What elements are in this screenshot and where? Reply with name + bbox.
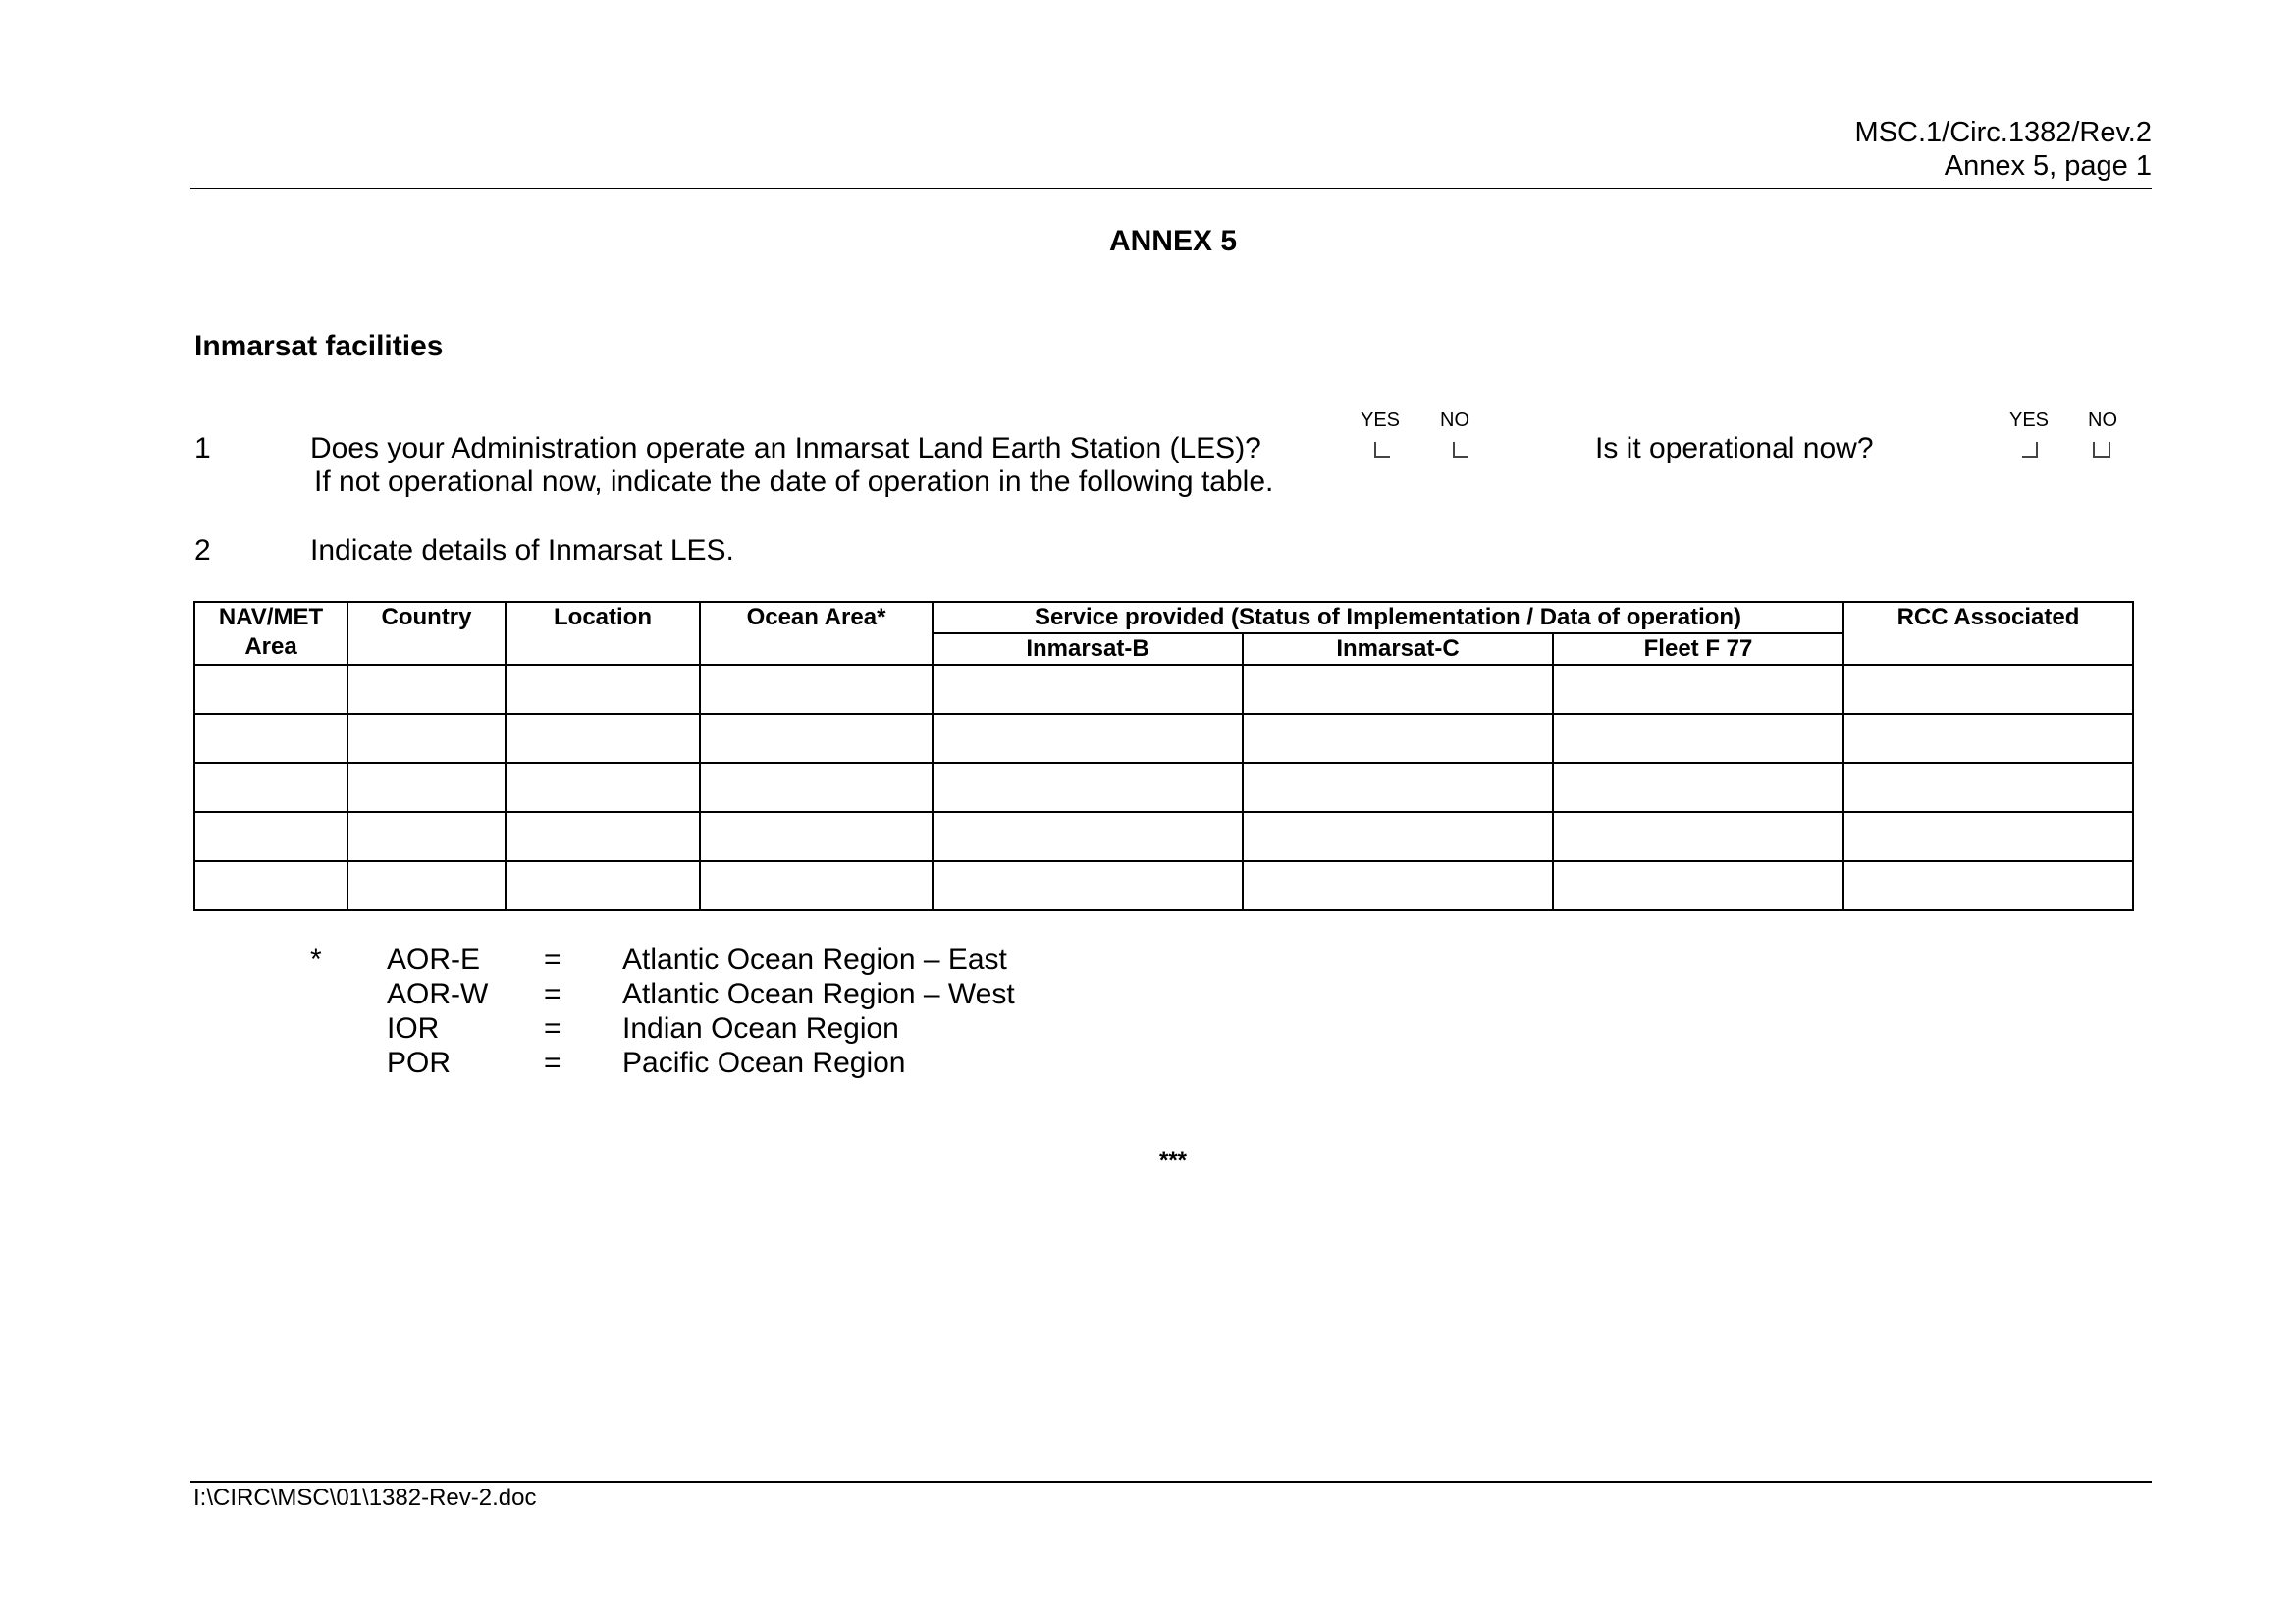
table-row — [194, 665, 2133, 714]
q1-no-checkbox[interactable] — [1453, 442, 1468, 458]
table-cell[interactable] — [1843, 665, 2133, 714]
legend-equals: = — [544, 944, 561, 976]
q1-no-label: NO — [1440, 409, 1469, 431]
table-cell[interactable] — [933, 763, 1243, 812]
header-rcc-associated: RCC Associated — [1843, 602, 2133, 665]
legend-meaning: Pacific Ocean Region — [622, 1047, 906, 1079]
table-row — [194, 861, 2133, 910]
table-cell[interactable] — [1553, 763, 1843, 812]
document-reference — [1855, 116, 2152, 183]
table-cell[interactable] — [194, 665, 347, 714]
table-cell[interactable] — [933, 665, 1243, 714]
legend-code: IOR — [387, 1012, 440, 1045]
header-location: Location — [506, 602, 700, 665]
section-heading: Inmarsat facilities — [194, 330, 444, 362]
doc-ref: MSC.1/Circ.1382/Rev.2 — [1854, 117, 2152, 148]
table-cell[interactable] — [1553, 861, 1843, 910]
table-cell[interactable] — [700, 763, 933, 812]
table-cell[interactable] — [933, 812, 1243, 861]
table-cell[interactable] — [1243, 665, 1553, 714]
table-cell[interactable] — [347, 714, 506, 763]
table-cell[interactable] — [1843, 714, 2133, 763]
legend-equals: = — [544, 1047, 561, 1079]
table-cell[interactable] — [1243, 714, 1553, 763]
table-cell[interactable] — [194, 763, 347, 812]
table-cell[interactable] — [700, 812, 933, 861]
table-cell[interactable] — [347, 861, 506, 910]
table-cell[interactable] — [347, 763, 506, 812]
header-country: Country — [347, 602, 506, 665]
table-cell[interactable] — [194, 714, 347, 763]
legend-meaning: Indian Ocean Region — [622, 1012, 899, 1045]
table-cell[interactable] — [1243, 763, 1553, 812]
q1-text: Does your Administration operate an Inmarsat Land Earth Station (LES)? — [310, 432, 1261, 464]
table-cell[interactable] — [700, 861, 933, 910]
les-details-table — [193, 601, 2134, 911]
table-cell[interactable] — [1243, 861, 1553, 910]
legend-code: AOR-E — [387, 944, 481, 976]
table-cell[interactable] — [1553, 665, 1843, 714]
table-body — [194, 665, 2133, 910]
table-cell[interactable] — [1553, 812, 1843, 861]
q1-text-line2: If not operational now, indicate the date of operation in the following table. — [314, 465, 1274, 498]
table-cell[interactable] — [506, 812, 700, 861]
legend-equals: = — [544, 1012, 561, 1045]
table-cell[interactable] — [933, 714, 1243, 763]
header-ocean-area: Ocean Area* — [700, 602, 933, 665]
legend-equals: = — [544, 978, 561, 1010]
table-cell[interactable] — [1843, 763, 2133, 812]
table-cell[interactable] — [1243, 812, 1553, 861]
table-cell[interactable] — [347, 665, 506, 714]
header-rule — [190, 188, 2152, 189]
q1b-yes-checkbox[interactable] — [2022, 442, 2038, 458]
legend-code: AOR-W — [387, 978, 489, 1010]
table-cell[interactable] — [700, 665, 933, 714]
q1-yes-checkbox[interactable] — [1374, 442, 1390, 458]
table-row — [194, 763, 2133, 812]
table-cell[interactable] — [700, 714, 933, 763]
table-row — [194, 812, 2133, 861]
legend-marker: * — [310, 944, 322, 976]
footer-file-path: I:\CIRC\MSC\01\1382-Rev-2.doc — [193, 1485, 537, 1511]
table-cell[interactable] — [1553, 714, 1843, 763]
header-navmet-area: NAV/MET Area — [194, 602, 347, 665]
header-inmarsat-c: Inmarsat-C — [1243, 633, 1553, 665]
q1-number: 1 — [194, 432, 211, 464]
q1b-no-checkbox[interactable] — [2093, 442, 2110, 458]
table-cell[interactable] — [506, 714, 700, 763]
q1-followup-text: Is it operational now? — [1595, 432, 1874, 464]
table-cell[interactable] — [506, 763, 700, 812]
table-cell[interactable] — [194, 812, 347, 861]
end-mark: *** — [1158, 1147, 1188, 1173]
q2-number: 2 — [194, 534, 211, 567]
header-inmarsat-b: Inmarsat-B — [933, 633, 1243, 665]
page-ref: Annex 5, page 1 — [1944, 150, 2152, 182]
table-row — [194, 714, 2133, 763]
header-service-provided: Service provided (Status of Implementation / Data of operation) — [933, 602, 1843, 633]
table-cell[interactable] — [506, 861, 700, 910]
table-cell[interactable] — [506, 665, 700, 714]
footer-rule — [190, 1481, 2152, 1483]
header-fleet-f77: Fleet F 77 — [1553, 633, 1843, 665]
table-cell[interactable] — [1843, 812, 2133, 861]
annex-title: ANNEX 5 — [1108, 225, 1238, 257]
table-cell[interactable] — [194, 861, 347, 910]
legend-meaning: Atlantic Ocean Region – West — [622, 978, 1015, 1010]
legend-meaning: Atlantic Ocean Region – East — [622, 944, 1007, 976]
table-cell[interactable] — [1843, 861, 2133, 910]
table-cell[interactable] — [347, 812, 506, 861]
q1b-no-label: NO — [2088, 409, 2117, 431]
q1-yes-label: YES — [1361, 409, 1401, 431]
legend-code: POR — [387, 1047, 452, 1079]
q2-text: Indicate details of Inmarsat LES. — [310, 534, 734, 567]
q1b-yes-label: YES — [2009, 409, 2050, 431]
table-cell[interactable] — [933, 861, 1243, 910]
